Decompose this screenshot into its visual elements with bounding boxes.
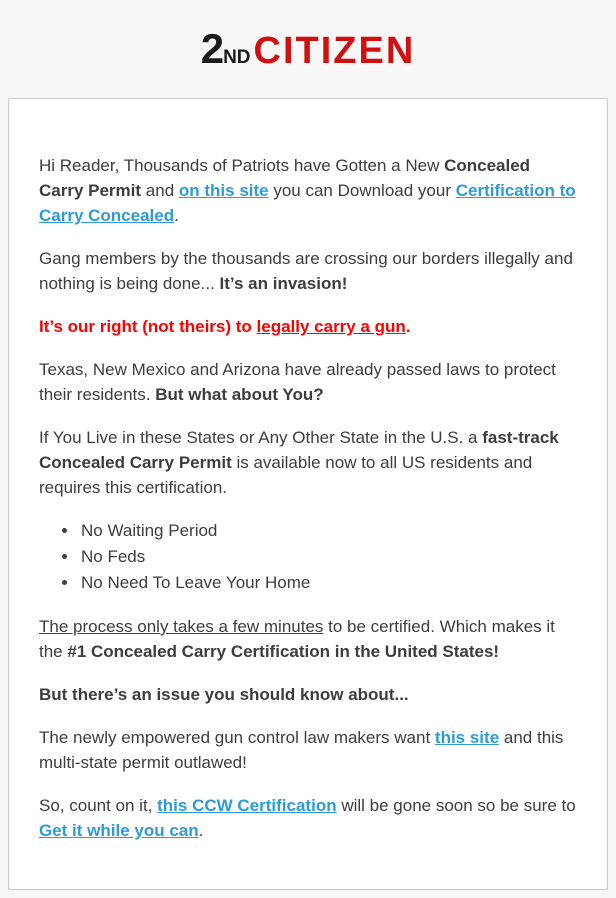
ccw-certification-link[interactable]: this CCW Certification: [157, 796, 337, 815]
closing-paragraph: [39, 793, 577, 843]
process-paragraph: [39, 614, 577, 664]
this-site-link[interactable]: this site: [434, 728, 500, 747]
text-segment: fast-track Concealed Carry Permit: [39, 428, 559, 472]
text-segment: will be gone soon so be sure to: [336, 796, 576, 815]
certification-link[interactable]: Certification to Carry Concealed: [39, 181, 576, 225]
get-it-link[interactable]: Get it while you can: [39, 821, 199, 840]
text-segment: and: [141, 181, 179, 200]
text-segment: Texas, New Mexico and Arizona have already passed laws to protect their residents.: [39, 360, 556, 404]
logo-header: [0, 0, 616, 98]
right-paragraph: [39, 314, 577, 339]
invasion-paragraph: [39, 246, 577, 296]
text-segment: It’s an invasion!: [219, 274, 348, 293]
logo-text-2: 2: [200, 25, 224, 72]
lawmakers-paragraph: [39, 725, 577, 775]
list-item: • No Feds: [79, 544, 577, 570]
benefits-list: [39, 518, 577, 596]
issue-paragraph: [39, 682, 577, 707]
text-segment: Gang members by the thousands are crossing our borders illegally and nothing is being done...: [39, 249, 573, 293]
text-segment: The newly empowered gun control law makers want: [39, 728, 435, 747]
fast-track-paragraph: [39, 425, 577, 500]
email-card: [8, 98, 608, 890]
text-segment: But there’s an issue you should know about...: [39, 685, 409, 704]
logo-text-nd: ND: [223, 47, 251, 68]
text-segment: Concealed Carry Permit: [39, 156, 531, 200]
text-segment: But what about You?: [155, 385, 324, 404]
legally-carry-link[interactable]: legally carry a gun: [256, 317, 406, 336]
email-body: [39, 153, 577, 843]
text-segment: #1 Concealed Carry Certification in the United States!: [67, 642, 500, 661]
list-item: • No Waiting Period: [79, 518, 577, 544]
text-segment: and this multi-state permit outlawed!: [39, 728, 564, 772]
logo-text-citizen: CITIZEN: [253, 30, 416, 72]
text-segment: It’s our right (not theirs) to: [39, 317, 257, 336]
states-paragraph: [39, 357, 577, 407]
intro-paragraph: [39, 153, 577, 228]
text-segment: Hi Reader, Thousands of Patriots have Gotten a New: [39, 156, 445, 175]
text-segment: .: [174, 206, 179, 225]
list-item: • No Need To Leave Your Home: [79, 570, 577, 596]
brand-logo[interactable]: [200, 25, 416, 72]
text-segment: is available now to all US residents and requires this certification.: [39, 453, 533, 497]
text-segment: So, count on it,: [39, 796, 158, 815]
text-segment: If You Live in these States or Any Other State in the U.S. a: [39, 428, 483, 447]
text-segment: to be certified. Which makes it the: [39, 617, 555, 661]
text-segment: you can Download your: [268, 181, 456, 200]
text-segment: .: [198, 821, 204, 840]
text-segment: .: [405, 317, 411, 336]
process-minutes-link[interactable]: The process only takes a few minutes: [39, 617, 324, 636]
on-this-site-link[interactable]: on this site: [178, 181, 269, 200]
